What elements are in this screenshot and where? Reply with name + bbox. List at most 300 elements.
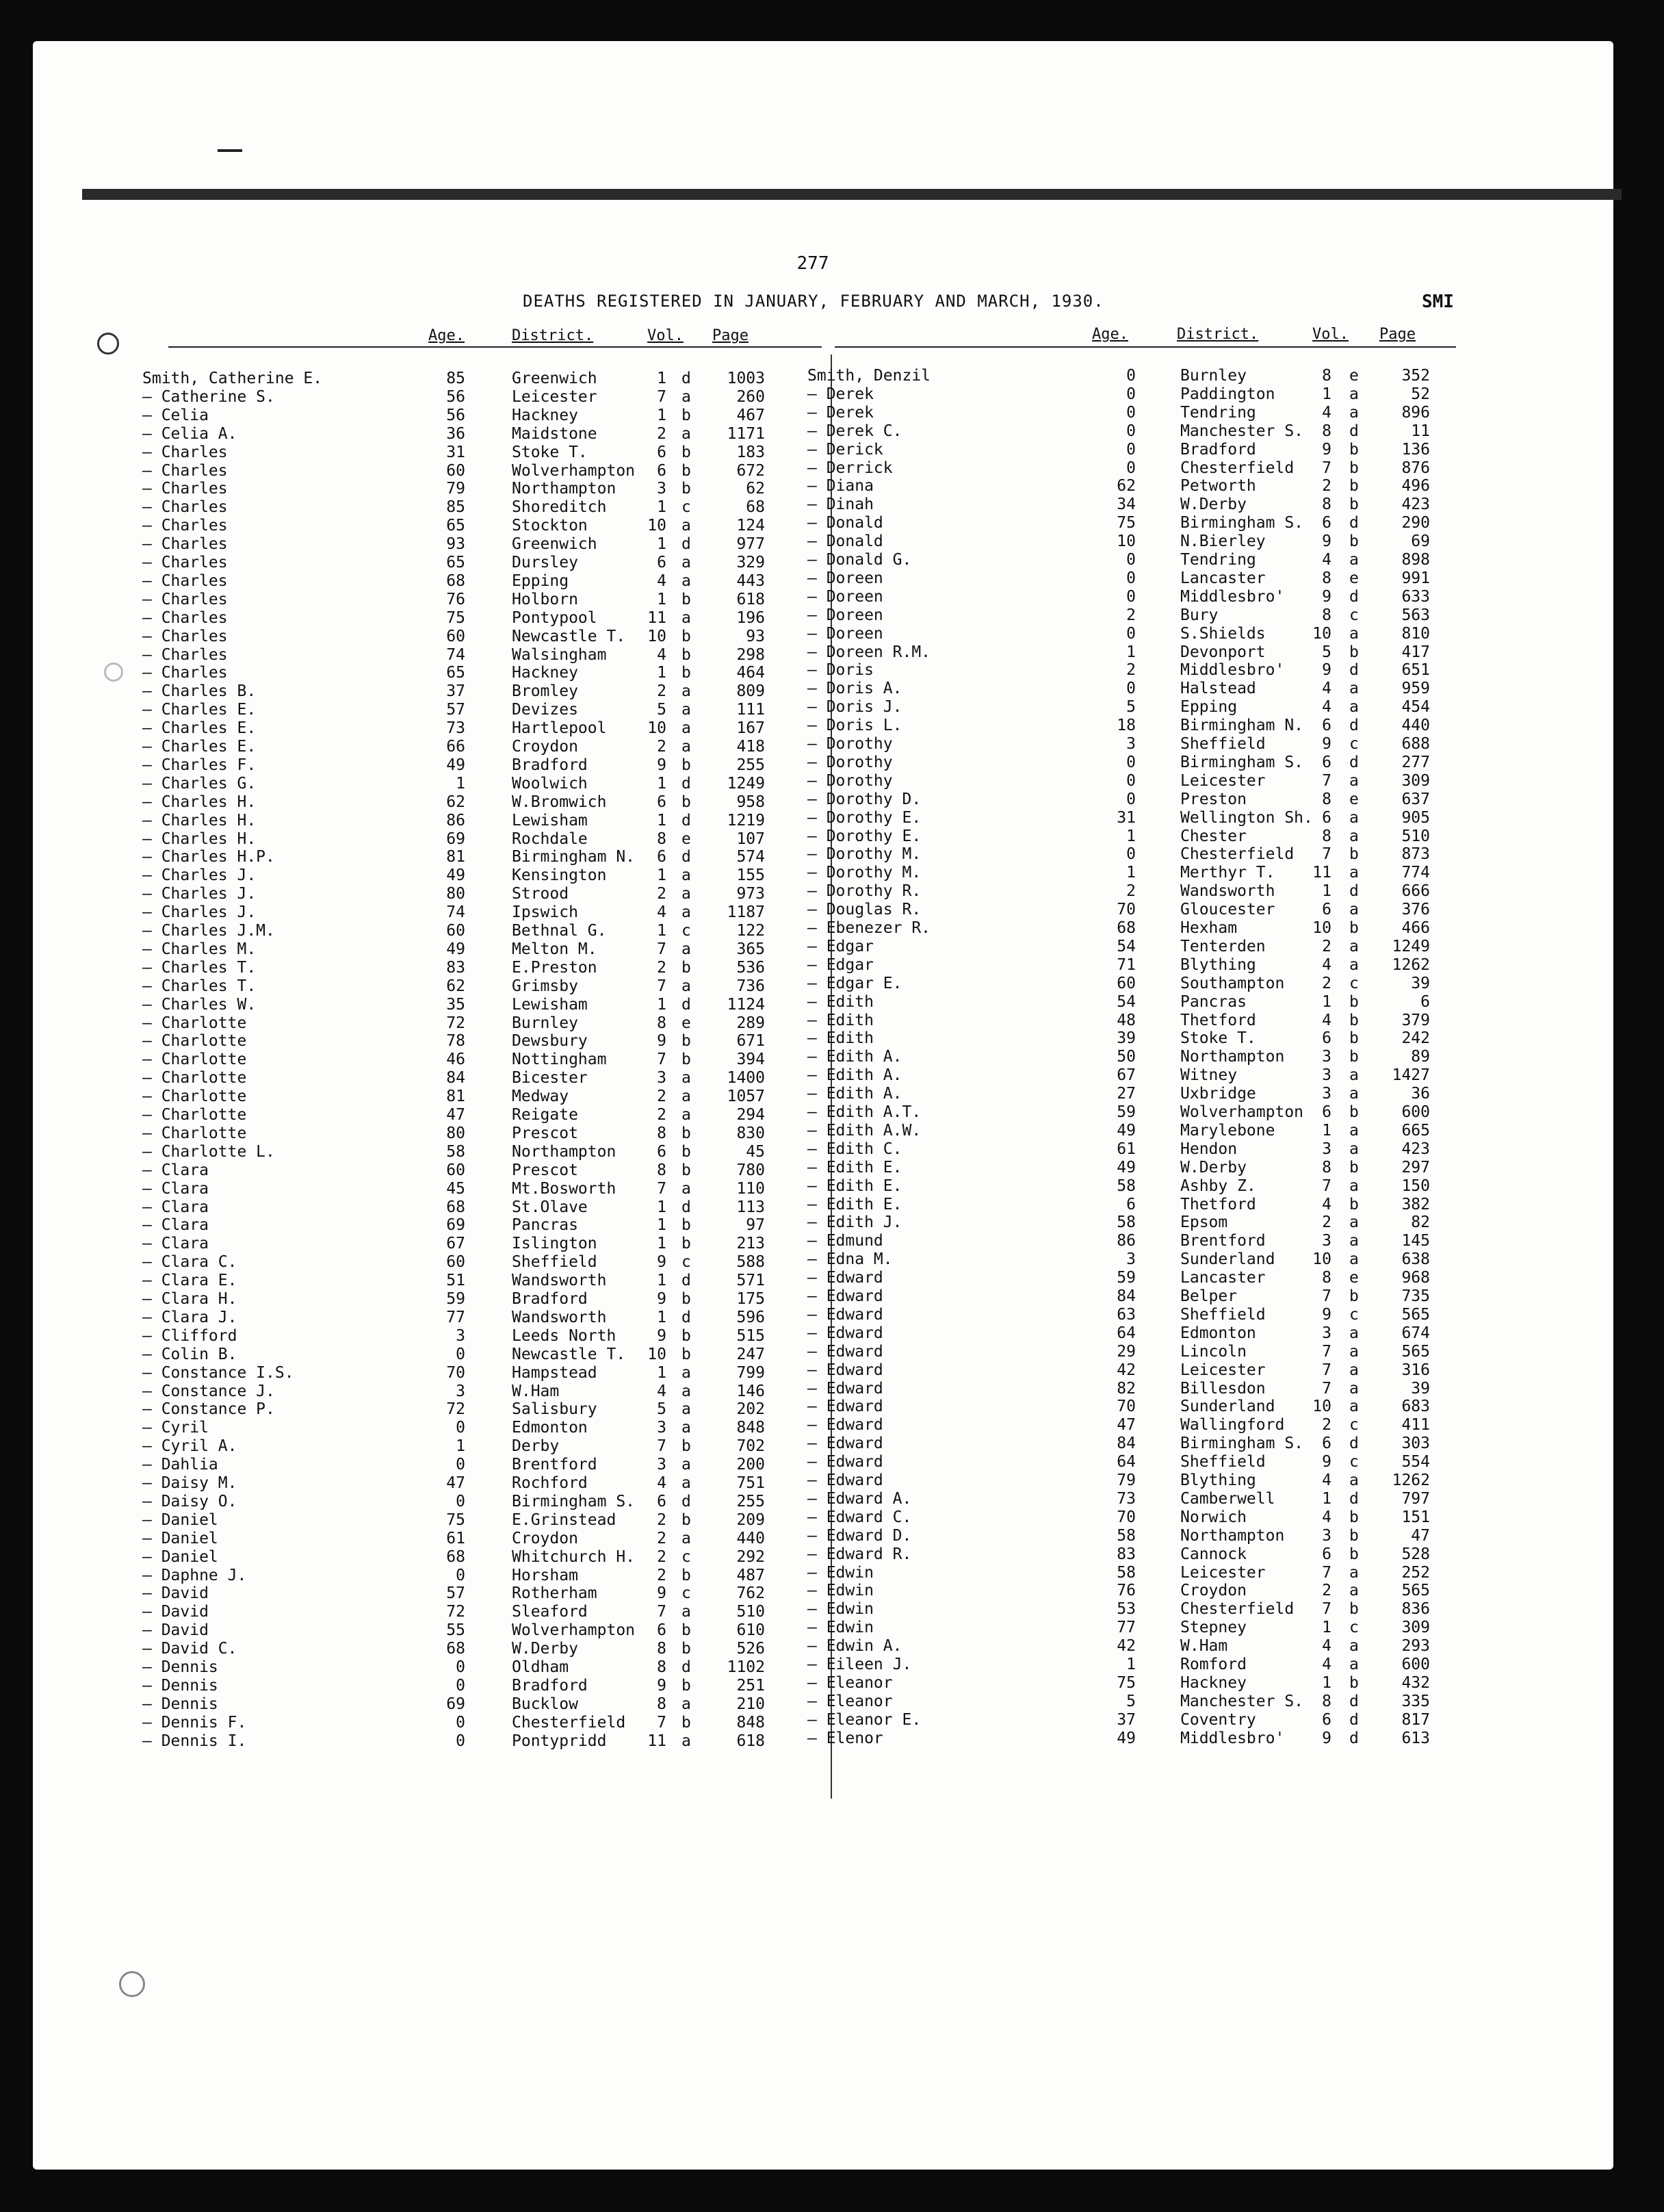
entry-page: 167 [736, 719, 765, 738]
entry-age: 47 [446, 1474, 465, 1492]
entry-page: 466 [1401, 919, 1430, 937]
entry-sub: b [1349, 845, 1359, 864]
entry-vol: 1 [657, 1235, 666, 1253]
entry-vol: 1 [657, 1198, 666, 1216]
entry-district: Lancaster [1180, 1269, 1266, 1287]
entry-age: 0 [456, 1492, 465, 1510]
entry-sub: b [681, 590, 691, 608]
entry-name: — Charles [142, 590, 228, 608]
entry-age: 81 [446, 848, 465, 866]
entry-name: — Elenor [807, 1729, 883, 1747]
entry-page: 672 [736, 461, 765, 480]
header-age-left: Age. [428, 327, 465, 344]
entry-page: 702 [736, 1437, 765, 1456]
entry-district: Birmingham S. [1180, 514, 1304, 532]
register-entry [142, 756, 813, 775]
register-entry [142, 1400, 813, 1419]
register-entry [807, 1361, 1464, 1380]
entry-district: W.Derby [1180, 496, 1247, 514]
entry-page: 47 [1411, 1526, 1430, 1545]
entry-page: 848 [736, 1713, 765, 1732]
entry-name: — Edith [807, 992, 874, 1011]
entry-vol: 11 [647, 608, 666, 627]
register-entry [807, 919, 1464, 938]
entry-vol: 4 [657, 1382, 666, 1400]
entry-vol: 1 [1322, 385, 1331, 403]
entry-district: Lancaster [1180, 569, 1266, 587]
entry-sub: b [1349, 1526, 1359, 1545]
entry-age: 62 [1117, 477, 1136, 496]
entry-page: 110 [736, 1179, 765, 1198]
entry-sub: d [681, 995, 691, 1014]
entry-vol: 10 [647, 1345, 666, 1363]
entry-name: — Daisy O. [142, 1492, 237, 1510]
entry-sub: d [681, 774, 691, 793]
register-entry [142, 1732, 813, 1751]
entry-page: 1124 [727, 995, 765, 1014]
register-entry [142, 866, 813, 885]
entry-vol: 5 [657, 1400, 666, 1419]
entry-page: 39 [1411, 1379, 1430, 1398]
register-page [33, 41, 1613, 2170]
entry-vol: 7 [657, 1603, 666, 1621]
entry-page: 440 [736, 1529, 765, 1547]
register-entry [807, 404, 1464, 422]
entry-page: 297 [1401, 1158, 1430, 1176]
entry-district: Northampton [512, 1142, 616, 1161]
register-entry [142, 1161, 813, 1180]
entry-vol: 2 [1322, 1213, 1331, 1232]
entry-page: 6 [1420, 992, 1430, 1011]
entry-age: 0 [1126, 790, 1136, 808]
entry-name: — Doreen R.M. [807, 643, 931, 661]
entry-vol: 11 [1312, 864, 1331, 882]
register-entry [807, 717, 1464, 735]
entry-sub: a [1349, 1342, 1359, 1361]
entry-age: 76 [1117, 1582, 1136, 1600]
entry-age: 53 [1117, 1600, 1136, 1619]
entry-vol: 5 [1322, 643, 1331, 661]
register-entry [807, 1066, 1464, 1085]
entry-sub: b [681, 406, 691, 424]
entry-district: Ipswich [512, 903, 578, 922]
entry-name: — Diana [807, 477, 874, 496]
entry-sub: b [681, 1437, 691, 1456]
entry-district: Wallingford [1180, 1416, 1285, 1435]
register-entry [142, 646, 813, 665]
entry-district: Whitchurch H. [512, 1547, 636, 1566]
entry-district: Stoke T. [512, 443, 588, 461]
register-entry [142, 1309, 813, 1327]
entry-page: 255 [736, 756, 765, 774]
entry-sub: e [681, 1014, 691, 1032]
entry-district: Newcastle T. [512, 1345, 626, 1363]
entry-page: 876 [1401, 459, 1430, 477]
entry-name: — Edith E. [807, 1195, 902, 1213]
entry-sub: d [681, 1658, 691, 1676]
entry-sub: d [681, 1272, 691, 1290]
entry-name: — Doris [807, 661, 874, 680]
entry-district: Wolverhampton [1180, 1103, 1304, 1121]
entry-name: — Doris L. [807, 717, 902, 735]
entry-page: 293 [1401, 1637, 1430, 1656]
entry-vol: 7 [657, 940, 666, 958]
entry-age: 56 [446, 406, 465, 424]
entry-vol: 3 [1322, 1526, 1331, 1545]
entry-age: 0 [456, 1732, 465, 1750]
register-entry [142, 443, 813, 462]
entry-age: 1 [456, 1437, 465, 1456]
register-entry [142, 1124, 813, 1143]
entry-name: — Charles T. [142, 958, 257, 977]
entry-vol: 4 [1322, 1637, 1331, 1656]
entry-vol: 2 [1322, 477, 1331, 496]
entry-age: 31 [446, 443, 465, 461]
entry-age: 68 [446, 1640, 465, 1658]
entry-sub: d [1349, 514, 1359, 532]
entry-name: — Edna M. [807, 1250, 893, 1269]
entry-page: 638 [1401, 1250, 1430, 1269]
entry-vol: 6 [657, 461, 666, 480]
entry-vol: 6 [1322, 901, 1331, 919]
entry-page: 454 [1401, 698, 1430, 717]
header-age-right: Age. [1092, 326, 1128, 343]
register-entry [807, 938, 1464, 956]
register-entry [807, 680, 1464, 698]
entry-district: Paddington [1180, 385, 1275, 403]
register-entry [807, 1453, 1464, 1471]
entry-age: 58 [1117, 1213, 1136, 1232]
header-vol-left: Vol. [647, 327, 684, 344]
entry-name: — Charles [142, 443, 228, 461]
entry-sub: a [1349, 551, 1359, 569]
register-entry [142, 701, 813, 719]
register-entry [142, 1327, 813, 1346]
entry-page: 464 [736, 664, 765, 682]
register-entry [142, 1530, 813, 1548]
entry-page: 1171 [727, 424, 765, 443]
entry-name: — Edward [807, 1287, 883, 1305]
entry-district: Coventry [1180, 1710, 1256, 1729]
entry-page: 600 [1401, 1103, 1430, 1121]
register-entry [142, 572, 813, 591]
entry-age: 37 [446, 682, 465, 701]
entry-age: 0 [1126, 587, 1136, 606]
entry-page: 565 [1401, 1582, 1430, 1600]
register-entry [807, 1471, 1464, 1490]
entry-sub: a [681, 977, 691, 995]
entry-vol: 7 [657, 1437, 666, 1456]
entry-name: — Dorothy D. [807, 790, 922, 808]
entry-page: 290 [1401, 514, 1430, 532]
entry-name: — Donald [807, 532, 883, 551]
entry-sub: b [681, 1345, 691, 1363]
entry-name: — Ebenezer R. [807, 919, 931, 937]
entry-vol: 3 [1322, 1140, 1331, 1158]
entry-vol: 8 [1322, 790, 1331, 808]
entry-sub: a [681, 517, 691, 535]
entry-district: Islington [512, 1235, 597, 1253]
register-entry [142, 1069, 813, 1088]
entry-age: 2 [1126, 661, 1136, 680]
entry-name: — Dennis [142, 1676, 218, 1695]
register-entry [807, 422, 1464, 441]
entry-name: — David [142, 1621, 209, 1640]
entry-sub: a [1349, 1471, 1359, 1489]
entry-vol: 10 [1312, 1398, 1331, 1416]
register-entry [807, 1564, 1464, 1582]
entry-age: 72 [446, 1400, 465, 1419]
entry-age: 47 [446, 1106, 465, 1124]
entry-age: 54 [1117, 992, 1136, 1011]
entry-vol: 4 [1322, 1471, 1331, 1489]
entry-district: Wandsworth [1180, 882, 1275, 901]
entry-vol: 8 [1322, 1692, 1331, 1710]
entry-sub: d [681, 811, 691, 830]
entry-name: — Dorothy M. [807, 864, 922, 882]
register-entry [142, 1456, 813, 1474]
entry-age: 54 [1117, 937, 1136, 955]
entry-vol: 3 [657, 480, 666, 498]
entry-name: — Edwin [807, 1619, 874, 1637]
entry-name: — Dorothy R. [807, 882, 922, 901]
entry-name: — Edwin [807, 1582, 874, 1600]
entry-district: Shoreditch [512, 498, 607, 517]
entry-sub: a [681, 554, 691, 571]
entry-page: 554 [1401, 1453, 1430, 1471]
entry-age: 5 [1126, 698, 1136, 717]
entry-district: Sheffield [1180, 1305, 1266, 1324]
entry-name: — Daniel [142, 1529, 218, 1547]
entry-name: — Charles W. [142, 995, 257, 1014]
entry-district: Pancras [512, 1216, 578, 1235]
register-entry [142, 609, 813, 628]
entry-name: — Donald [807, 514, 883, 532]
entry-age: 0 [456, 1658, 465, 1676]
entry-district: W.Derby [512, 1640, 578, 1658]
entry-vol: 10 [1312, 919, 1331, 937]
entry-sub: b [1349, 1011, 1359, 1029]
entry-page: 247 [736, 1345, 765, 1363]
entry-age: 79 [1117, 1471, 1136, 1489]
entry-vol: 7 [1322, 1600, 1331, 1619]
entry-name: — Charles H.P. [142, 848, 275, 866]
entry-vol: 2 [657, 682, 666, 701]
entry-page: 97 [746, 1216, 765, 1235]
entry-vol: 8 [1322, 1269, 1331, 1287]
entry-district: Epping [512, 571, 569, 590]
entry-sub: a [1349, 1250, 1359, 1269]
entry-sub: b [681, 1161, 691, 1179]
register-entry [142, 1511, 813, 1530]
entry-vol: 7 [657, 977, 666, 995]
entry-district: Hackney [512, 664, 578, 682]
entry-page: 1262 [1392, 1471, 1430, 1489]
entry-age: 3 [1126, 1250, 1136, 1269]
register-entry [142, 977, 813, 996]
entry-name: — Clara [142, 1161, 209, 1179]
entry-name: — Dorothy [807, 771, 893, 790]
entry-page: 175 [736, 1290, 765, 1308]
entry-age: 70 [446, 1363, 465, 1382]
entry-district: Belper [1180, 1287, 1238, 1305]
entry-age: 35 [446, 995, 465, 1014]
entry-age: 50 [1117, 1048, 1136, 1066]
entry-age: 49 [446, 940, 465, 958]
entry-page: 183 [736, 443, 765, 461]
entry-page: 510 [1401, 827, 1430, 845]
entry-age: 83 [446, 958, 465, 977]
entry-vol: 9 [1322, 1453, 1331, 1471]
entry-district: Reigate [512, 1106, 578, 1124]
entry-age: 80 [446, 1124, 465, 1142]
register-entry [807, 1490, 1464, 1508]
entry-vol: 2 [657, 738, 666, 756]
entry-age: 75 [1117, 1673, 1136, 1692]
entry-sub: a [681, 719, 691, 738]
entry-age: 74 [446, 645, 465, 664]
entry-vol: 7 [1322, 1563, 1331, 1582]
entry-sub: a [1349, 403, 1359, 422]
entry-page: 309 [1401, 1619, 1430, 1637]
entry-district: Holborn [512, 590, 578, 608]
entry-page: 289 [736, 1014, 765, 1032]
entry-name: — David C. [142, 1640, 237, 1658]
entry-sub: a [681, 1088, 691, 1106]
entry-page: 432 [1401, 1673, 1430, 1692]
entry-name: — Edgar E. [807, 974, 902, 992]
entry-district: Camberwell [1180, 1489, 1275, 1508]
entry-vol: 4 [657, 903, 666, 922]
entry-age: 62 [446, 977, 465, 995]
entry-page: 365 [736, 940, 765, 958]
register-entry [807, 1177, 1464, 1196]
entry-sub: b [681, 1621, 691, 1640]
entry-name: — Dorothy M. [807, 845, 922, 864]
entry-page: 651 [1401, 661, 1430, 680]
entry-sub: d [1349, 753, 1359, 771]
entry-district: Burnley [512, 1014, 578, 1032]
entry-name: — Edith [807, 1011, 874, 1029]
entry-vol: 7 [1322, 1361, 1331, 1379]
entry-page: 69 [1411, 532, 1430, 551]
entry-vol: 3 [657, 1069, 666, 1088]
entry-page: 905 [1401, 808, 1430, 827]
entry-sub: b [681, 756, 691, 774]
entry-page: 292 [736, 1547, 765, 1566]
entry-page: 202 [736, 1400, 765, 1419]
entry-sub: b [681, 1510, 691, 1529]
entry-name: — Edith A. [807, 1066, 902, 1085]
entry-district: Lewisham [512, 811, 588, 830]
entry-district: Medway [512, 1088, 569, 1106]
entry-age: 70 [1117, 1398, 1136, 1416]
entry-vol: 7 [1322, 1379, 1331, 1398]
entry-vol: 6 [657, 1621, 666, 1640]
entry-page: 417 [1401, 643, 1430, 661]
register-entry [142, 1419, 813, 1437]
register-entry [142, 1437, 813, 1456]
entry-sub: a [1349, 1361, 1359, 1379]
entry-vol: 6 [1322, 1435, 1331, 1453]
entry-vol: 8 [657, 1695, 666, 1713]
entry-vol: 8 [1322, 1158, 1331, 1176]
entry-district: Rochford [512, 1474, 588, 1492]
entry-district: Cannock [1180, 1545, 1247, 1563]
register-entry [142, 1695, 813, 1714]
entry-sub: b [1349, 1287, 1359, 1305]
entry-page: 674 [1401, 1324, 1430, 1342]
entry-sub: b [681, 1032, 691, 1051]
register-entry [142, 1548, 813, 1567]
entry-district: Hackney [512, 406, 578, 424]
entry-vol: 9 [657, 1290, 666, 1308]
header-page-right: Page [1379, 326, 1416, 343]
entry-district: Chesterfield [1180, 845, 1295, 864]
entry-name: — Cyril A. [142, 1437, 237, 1456]
register-entry [142, 996, 813, 1014]
entry-name: — Dennis [142, 1658, 218, 1676]
entry-sub: a [1349, 698, 1359, 717]
register-entry [807, 551, 1464, 569]
entry-district: Manchester S. [1180, 422, 1304, 440]
entry-district: Thetford [1180, 1011, 1256, 1029]
entry-vol: 2 [657, 885, 666, 903]
register-entry [142, 1346, 813, 1364]
entry-district: Devizes [512, 701, 578, 719]
register-entry [807, 845, 1464, 864]
entry-vol: 10 [647, 517, 666, 535]
entry-age: 72 [446, 1603, 465, 1621]
entry-vol: 10 [1312, 624, 1331, 643]
entry-name: — Cyril [142, 1419, 209, 1437]
entry-age: 69 [446, 1216, 465, 1235]
entry-sub: e [1349, 367, 1359, 385]
entry-vol: 3 [1322, 1048, 1331, 1066]
entry-vol: 1 [657, 811, 666, 830]
entry-page: 618 [736, 1732, 765, 1750]
register-entry [142, 628, 813, 646]
register-entry [142, 903, 813, 922]
entry-page: 145 [1401, 1232, 1430, 1250]
entry-age: 68 [446, 571, 465, 590]
entry-name: — Edward [807, 1305, 883, 1324]
entry-district: W.Ham [1180, 1637, 1228, 1656]
entry-sub: d [1349, 587, 1359, 606]
register-entry [142, 591, 813, 609]
entry-sub: c [681, 1584, 691, 1603]
entry-age: 0 [456, 1566, 465, 1584]
entry-sub: b [681, 1051, 691, 1069]
register-entry [807, 1582, 1464, 1600]
entry-district: Chesterfield [512, 1713, 626, 1732]
entry-page: 1400 [727, 1069, 765, 1088]
entry-name: — Charles [142, 498, 228, 517]
entry-page: 394 [736, 1051, 765, 1069]
register-entry [142, 1621, 813, 1640]
entry-page: 150 [1401, 1176, 1430, 1195]
register-entry [142, 885, 813, 903]
entry-name: — Charles [142, 571, 228, 590]
entry-age: 36 [446, 424, 465, 443]
entry-vol: 1 [657, 1272, 666, 1290]
entry-district: Chesterfield [1180, 1600, 1295, 1619]
entry-name: — Derek [807, 403, 874, 422]
entry-sub: c [1349, 735, 1359, 753]
entry-name: — Charles J.M. [142, 922, 275, 940]
entry-vol: 8 [657, 1014, 666, 1032]
register-entry [142, 554, 813, 572]
